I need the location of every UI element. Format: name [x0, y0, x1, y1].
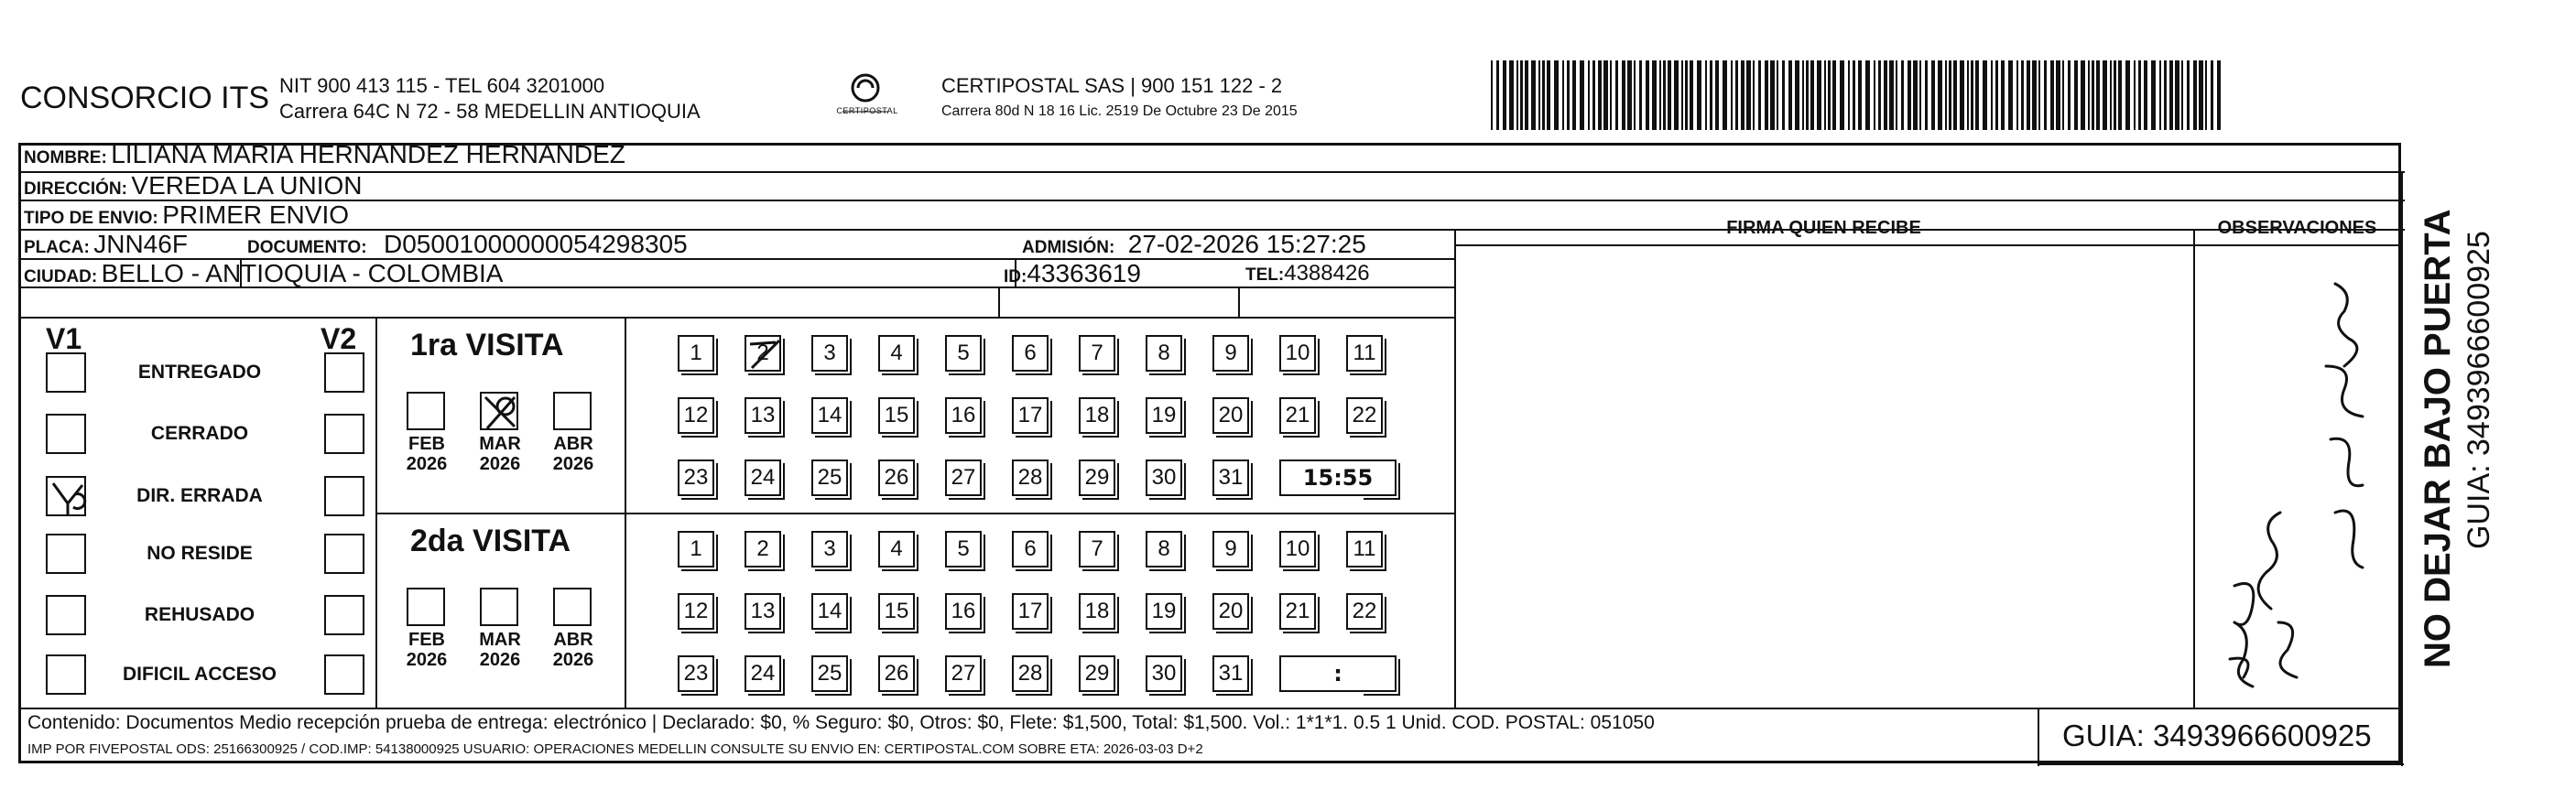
- courier-info: [941, 73, 1298, 124]
- courier-address: Carrera 80d N 18 16 Lic. 2519 De Octubre 23 De 2015: [941, 103, 1298, 119]
- day-checkbox[interactable]: 30: [1146, 655, 1182, 692]
- day-checkbox[interactable]: 8: [1146, 531, 1182, 568]
- check-mark-icon: [48, 478, 88, 518]
- documento-label: DOCUMENTO:: [247, 238, 367, 257]
- day-checkbox[interactable]: 26: [878, 655, 915, 692]
- month-checkbox[interactable]: [480, 588, 518, 626]
- contenido-line: Contenido: Documentos Medio recepción prueba de entrega: electrónico | Declarado: $0, % Seguro: $0, Otros: $0, Flete: $1,500, Total: $1,500. Vol.: 1*1*1. 0.5 1 Unid. COD. POSTAL: 051050: [27, 712, 1655, 733]
- day-checkbox[interactable]: 21: [1279, 397, 1316, 434]
- status-label: ENTREGADO: [137, 362, 262, 383]
- status-label: DIR. ERRADA: [136, 485, 263, 506]
- month-label: MAR 2026: [479, 434, 521, 474]
- courier-line: CERTIPOSTAL SAS | 900 151 122 - 2: [941, 74, 1283, 97]
- v1-checkbox[interactable]: [46, 534, 86, 574]
- month-checkbox[interactable]: [553, 392, 592, 430]
- observaciones-header: OBSERVACIONES: [2217, 218, 2377, 238]
- month-label: FEB 2026: [406, 630, 448, 670]
- status-label: DIFICIL ACCESO: [122, 664, 277, 685]
- day-checkbox[interactable]: 18: [1079, 397, 1115, 434]
- company-name: CONSORCIO ITS: [20, 81, 270, 115]
- month-checkbox[interactable]: [407, 392, 445, 430]
- tel-label: TEL:: [1245, 265, 1285, 285]
- observaciones-handwriting: [2198, 256, 2399, 696]
- day-checkbox[interactable]: 7: [1079, 335, 1115, 372]
- time-field[interactable]: 15:55: [1279, 459, 1397, 496]
- day-checkbox[interactable]: 19: [1146, 397, 1182, 434]
- nombre-value: LILIANA MARIA HERNANDEZ HERNANDEZ: [111, 140, 625, 168]
- day-checkbox[interactable]: 16: [945, 397, 982, 434]
- month-label: ABR 2026: [552, 434, 594, 474]
- id-value: 43363619: [1027, 259, 1141, 287]
- day-checkbox[interactable]: 9: [1212, 335, 1249, 372]
- day-checkbox[interactable]: 23: [678, 655, 714, 692]
- ciudad-field: [24, 259, 503, 288]
- day-checkbox[interactable]: 6: [1012, 531, 1049, 568]
- day-checkbox[interactable]: 8: [1146, 335, 1182, 372]
- ciudad-value: BELLO - ANTIOQUIA - COLOMBIA: [101, 259, 504, 287]
- day-checkbox[interactable]: 4: [878, 335, 915, 372]
- day-checkbox[interactable]: 23: [678, 459, 714, 496]
- day-checkbox[interactable]: 30: [1146, 459, 1182, 496]
- v2-checkbox[interactable]: [324, 654, 364, 695]
- day-checkbox[interactable]: 15: [878, 593, 915, 630]
- month-label: FEB 2026: [406, 434, 448, 474]
- day-checkbox[interactable]: 17: [1012, 397, 1049, 434]
- day-checkbox[interactable]: 29: [1079, 655, 1115, 692]
- status-label: REHUSADO: [144, 604, 255, 625]
- day-checkbox[interactable]: 9: [1212, 531, 1249, 568]
- day-checkbox[interactable]: 20: [1212, 397, 1249, 434]
- status-label: CERRADO: [150, 423, 249, 444]
- tel-field: [1245, 261, 1370, 286]
- logo-caption: CERTIPOSTAL: [836, 106, 898, 115]
- v1-checkbox[interactable]: [46, 476, 86, 516]
- v2-checkbox[interactable]: [324, 534, 364, 574]
- tel-value: 4388426: [1284, 261, 1370, 286]
- day-checkbox[interactable]: 20: [1212, 593, 1249, 630]
- day-checkbox[interactable]: 25: [811, 655, 848, 692]
- firma-header: FIRMA QUIEN RECIBE: [1726, 218, 1921, 238]
- guia-number: GUIA: 3493966600925: [2062, 719, 2372, 752]
- day-checkbox[interactable]: 15: [878, 397, 915, 434]
- day-checkbox[interactable]: 29: [1079, 459, 1115, 496]
- day-checkbox[interactable]: 10: [1279, 531, 1316, 568]
- side-guia-number: GUIA: 3493966600925: [2462, 231, 2496, 549]
- placa-label: PLACA:: [24, 238, 90, 257]
- month-label: MAR 2026: [479, 630, 521, 670]
- x-mark-icon: [482, 394, 520, 432]
- id-label: ID:: [1004, 267, 1027, 286]
- v1-checkbox[interactable]: [46, 352, 86, 393]
- day-checkbox[interactable]: 1: [678, 335, 714, 372]
- month-checkbox[interactable]: [407, 588, 445, 626]
- time-field[interactable]: :: [1279, 655, 1397, 692]
- day-checkbox[interactable]: 31: [1212, 655, 1249, 692]
- month-checkbox[interactable]: [553, 588, 592, 626]
- admision-field: [1022, 230, 1366, 259]
- v2-header: V2: [321, 322, 357, 355]
- day-checkbox[interactable]: 2: [745, 335, 781, 372]
- day-checkbox[interactable]: 1: [678, 531, 714, 568]
- visit-title: 1ra VISITA: [410, 328, 564, 362]
- day-checkbox[interactable]: 24: [745, 459, 781, 496]
- v1-checkbox[interactable]: [46, 595, 86, 635]
- nit-line: NIT 900 413 115 - TEL 604 3201000: [279, 74, 605, 97]
- placa-field: [24, 230, 188, 259]
- v2-checkbox[interactable]: [324, 476, 364, 516]
- day-checkbox[interactable]: 4: [878, 531, 915, 568]
- admision-value: 27-02-2026 15:27:25: [1127, 230, 1366, 258]
- day-checkbox[interactable]: 10: [1279, 335, 1316, 372]
- v1-header: V1: [46, 322, 82, 355]
- day-checkbox[interactable]: 24: [745, 655, 781, 692]
- impresion-line: IMP POR FIVEPOSTAL ODS: 25166300925 / COD.IMP: 54138000925 USUARIO: OPERACIONES MEDELLIN CONSULTE SU ENVIO EN: CERTIPOSTAL.COM SOBRE ETA: 2026-03-03 D+2: [27, 741, 1203, 757]
- no-dejar-warning: NO DEJAR BAJO PUERTA: [2418, 209, 2458, 668]
- day-checkbox[interactable]: 17: [1012, 593, 1049, 630]
- day-checkbox[interactable]: 12: [678, 593, 714, 630]
- day-checkbox[interactable]: 25: [811, 459, 848, 496]
- day-checkbox[interactable]: 14: [811, 397, 848, 434]
- visit-title: 2da VISITA: [410, 524, 571, 558]
- direccion-value: VEREDA LA UNION: [131, 171, 363, 200]
- day-checkbox[interactable]: 3: [811, 531, 848, 568]
- day-checkbox[interactable]: 7: [1079, 531, 1115, 568]
- v1-checkbox[interactable]: [46, 654, 86, 695]
- day-checkbox[interactable]: 27: [945, 459, 982, 496]
- v2-checkbox[interactable]: [324, 414, 364, 454]
- day-checkbox[interactable]: 5: [945, 531, 982, 568]
- documento-value: D05001000000054298305: [384, 230, 688, 258]
- day-checkbox[interactable]: 11: [1346, 531, 1383, 568]
- company-address: Carrera 64C N 72 - 58 MEDELLIN ANTIOQUIA: [279, 100, 701, 123]
- day-checkbox[interactable]: 28: [1012, 655, 1049, 692]
- direccion-label: DIRECCIÓN:: [24, 179, 127, 199]
- barcode: [1491, 60, 2228, 130]
- v1-checkbox[interactable]: [46, 414, 86, 454]
- nombre-row: [24, 140, 625, 169]
- month-label: ABR 2026: [552, 630, 594, 670]
- nombre-label: NOMBRE:: [24, 148, 107, 168]
- status-label: NO RESIDE: [147, 543, 253, 564]
- day-checkbox[interactable]: 3: [811, 335, 848, 372]
- v2-checkbox[interactable]: [324, 595, 364, 635]
- day-checkbox[interactable]: 26: [878, 459, 915, 496]
- month-checkbox[interactable]: [480, 392, 518, 430]
- day-checkbox[interactable]: 16: [945, 593, 982, 630]
- ciudad-label: CIUDAD:: [24, 267, 98, 286]
- day-checkbox[interactable]: 22: [1346, 397, 1383, 434]
- day-checkbox[interactable]: 5: [945, 335, 982, 372]
- day-checkbox[interactable]: 11: [1346, 335, 1383, 372]
- placa-value: JNN46F: [93, 230, 188, 258]
- day-checkbox[interactable]: 18: [1079, 593, 1115, 630]
- documento-field: [247, 230, 688, 259]
- tipo-envio-row: [24, 200, 349, 230]
- day-checkbox[interactable]: 13: [745, 593, 781, 630]
- day-checkbox[interactable]: 2: [745, 531, 781, 568]
- day-checkbox[interactable]: 6: [1012, 335, 1049, 372]
- company-info: [279, 73, 701, 124]
- direccion-row: [24, 171, 363, 200]
- tipo-envio-value: PRIMER ENVIO: [162, 200, 350, 229]
- day-checkbox[interactable]: 31: [1212, 459, 1249, 496]
- day-checkbox[interactable]: 12: [678, 397, 714, 434]
- day-checkbox[interactable]: 19: [1146, 593, 1182, 630]
- strike-mark-icon: [746, 335, 787, 375]
- day-checkbox[interactable]: 27: [945, 655, 982, 692]
- day-checkbox[interactable]: 14: [811, 593, 848, 630]
- day-checkbox[interactable]: 21: [1279, 593, 1316, 630]
- day-checkbox[interactable]: 13: [745, 397, 781, 434]
- tipo-envio-label: TIPO DE ENVIO:: [24, 209, 158, 228]
- id-field: [1004, 259, 1141, 288]
- day-checkbox[interactable]: 22: [1346, 593, 1383, 630]
- v2-checkbox[interactable]: [324, 352, 364, 393]
- admision-label: ADMISIÓN:: [1022, 238, 1115, 257]
- day-checkbox[interactable]: 28: [1012, 459, 1049, 496]
